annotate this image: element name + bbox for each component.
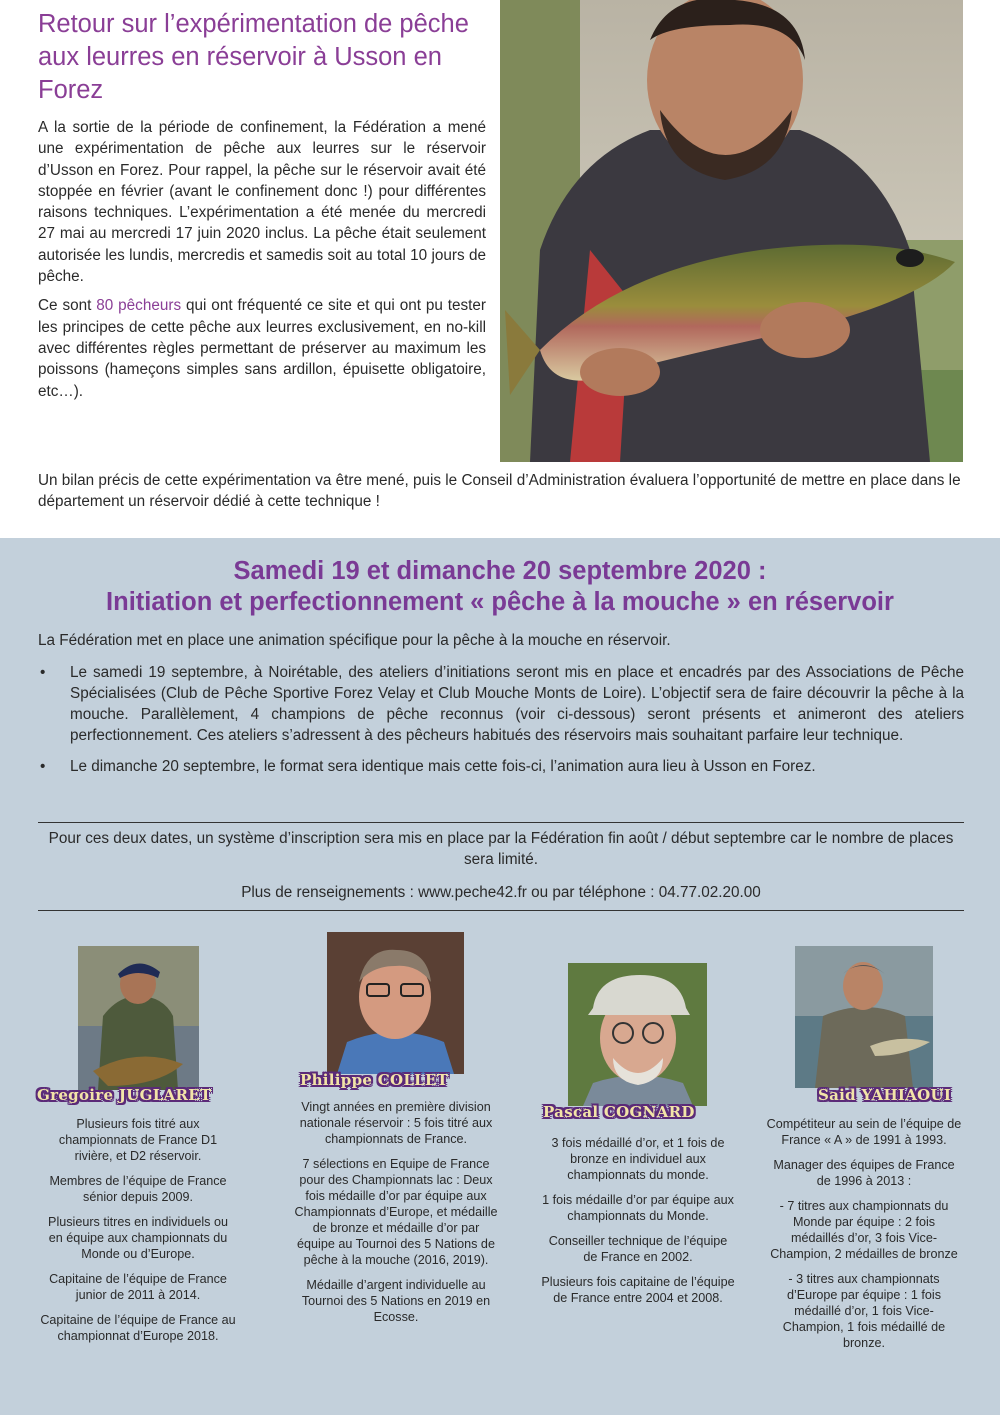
champion-name: Pascal COGNARD <box>543 1103 695 1121</box>
article-section <box>0 0 1000 538</box>
article-title: Retour sur l’expérimentation de pêche aux leurres en réservoir à Usson en Forez <box>38 10 469 104</box>
champion-photo-juglaret <box>78 946 199 1090</box>
event-title: Samedi 19 et dimanche 20 septembre 2020 : Initiation et perfectionnement « pêche à la mouche » en réservoir <box>106 557 894 616</box>
list-item: • Le dimanche 20 septembre, le format sera identique mais cette fois-ci, l’animation aura lieu à Usson en Forez. <box>40 758 816 775</box>
champion-photo-collet <box>327 932 464 1074</box>
fishermen-count: 80 pêcheurs <box>96 297 182 315</box>
registration-note: Pour ces deux dates, un système d’inscription sera mis en place par la Fédération fin août / début septembre car le nombre de places sera limité. <box>48 830 954 868</box>
article-paragraph-2: Ce sont 80 pêcheurs qui ont fréquenté ce site et qui ont pu tester les principes de cette pêche aux leurres exclusivement, en no-kill avec différentes règles permettant de préserver au maximum les poissons (hameçons simples sans ardillon, épuisette obligatoire, etc…). <box>38 297 487 400</box>
divider <box>38 910 964 911</box>
bullet-icon: • <box>40 664 46 681</box>
list-item: • Le samedi 19 septembre, à Noirétable, des ateliers d’initiations seront mis en place et encadrés par des Associations de Pêche Spécialisées (Club de Pêche Sportive Forez Velay et Club Mouche Monts de Loire). L’objectif sera de faire découvrir la pêche à la mouche. Parallèlement, 4 champions de pêche reconnus (voir ci-dessous) seront présents et animeront des ateliers perfectionnement. Ces ateliers s’adressent à des pêcheurs habitués des réservoirs mais souhaitant parfaire leur technique. <box>40 664 964 744</box>
event-bullet-list <box>38 662 964 787</box>
article-paragraph-3: Un bilan précis de cette expérimentation va être mené, puis le Conseil d’Administration évaluera l’opportunité de mettre en place dans le département un réservoir dédié à cette technique ! <box>38 472 961 511</box>
article-body <box>38 117 486 410</box>
angler-trout-photo <box>500 0 963 462</box>
event-section <box>0 538 1000 1415</box>
divider <box>38 822 964 823</box>
champion-name: Philippe COLLET <box>300 1071 449 1089</box>
champion-photo-yahiaoui <box>795 946 933 1088</box>
champion-bio: 3 fois médaillé d’or, et 1 fois de bronze en individuel aux championnats du monde. 1 fois médaille d’or par équipe aux championnats du Monde. Conseiller technique de l’équipe de France en 2002. Plusieurs fois capitaine de l’équipe de France entre 2004 et 2008. <box>541 1136 735 1305</box>
champion-photo-cognard <box>568 963 707 1106</box>
champion-name: Said YAHIAOUI <box>818 1086 952 1104</box>
champion-bio: Compétiteur au sein de l’équipe de France « A » de 1991 à 1993. Manager des équipes de France de 1996 à 2013 : - 7 titres aux championnats du Monde par équipe : 2 fois médaillés d’or, 3 fois Vice-Champion, 2 médailles de bronze - 3 titres aux championnats d’Europe par équipe : 1 fois médaillé d’or, 1 fois Vice-Champion, 1 fois médaillé de bronze. <box>766 1117 962 1350</box>
champion-bio: Plusieurs fois titré aux championnats de France D1 rivière, et D2 réservoir. Membres de l’équipe de France sénior depuis 2009. Plusieurs titres en individuels ou en équipe aux championnats du Monde ou d’Europe. Capitaine de l’équipe de France junior de 2011 à 2014. Capitaine de l’équipe de France au championnat d’Europe 2018. <box>40 1117 236 1343</box>
article-paragraph-1: A la sortie de la période de confinement, la Fédération a mené une expérimentation de pêche aux leurres sur le réservoir d’Usson en Forez. Pour rappel, la pêche sur le réservoir avait été stoppée en février (avant le confinement donc !) pour différentes raisons techniques. L’expérimentation a été menée du mercredi 27 mai au mercredi 17 juin 2020 inclus. La pêche était seulement autorisée les lundis, mercredis et samedis soit au total 10 jours de pêche. <box>38 119 486 286</box>
event-intro: La Fédération met en place une animation spécifique pour la pêche à la mouche en réservoir. <box>38 632 671 649</box>
champion-name: Gregoire JUGLARET <box>37 1086 212 1104</box>
contact-info: Plus de renseignements : www.peche42.fr ou par téléphone : 04.77.02.20.00 <box>241 884 761 901</box>
champion-bio: Vingt années en première division nationale réservoir : 5 fois titré aux championnats de France. 7 sélections en Equipe de France pour des Championnats lac : Deux fois médaille d’or par équipe aux Championnats d’Europe, et médaille de bronze et médaille d’or par équipe au Tournoi des 5 Nations de pêche à la mouche (2016, 2019). Médaille d’argent individuelle au Tournoi des 5 Nations en 2019 en Ecosse. <box>294 1100 498 1324</box>
bullet-icon: • <box>40 758 46 775</box>
